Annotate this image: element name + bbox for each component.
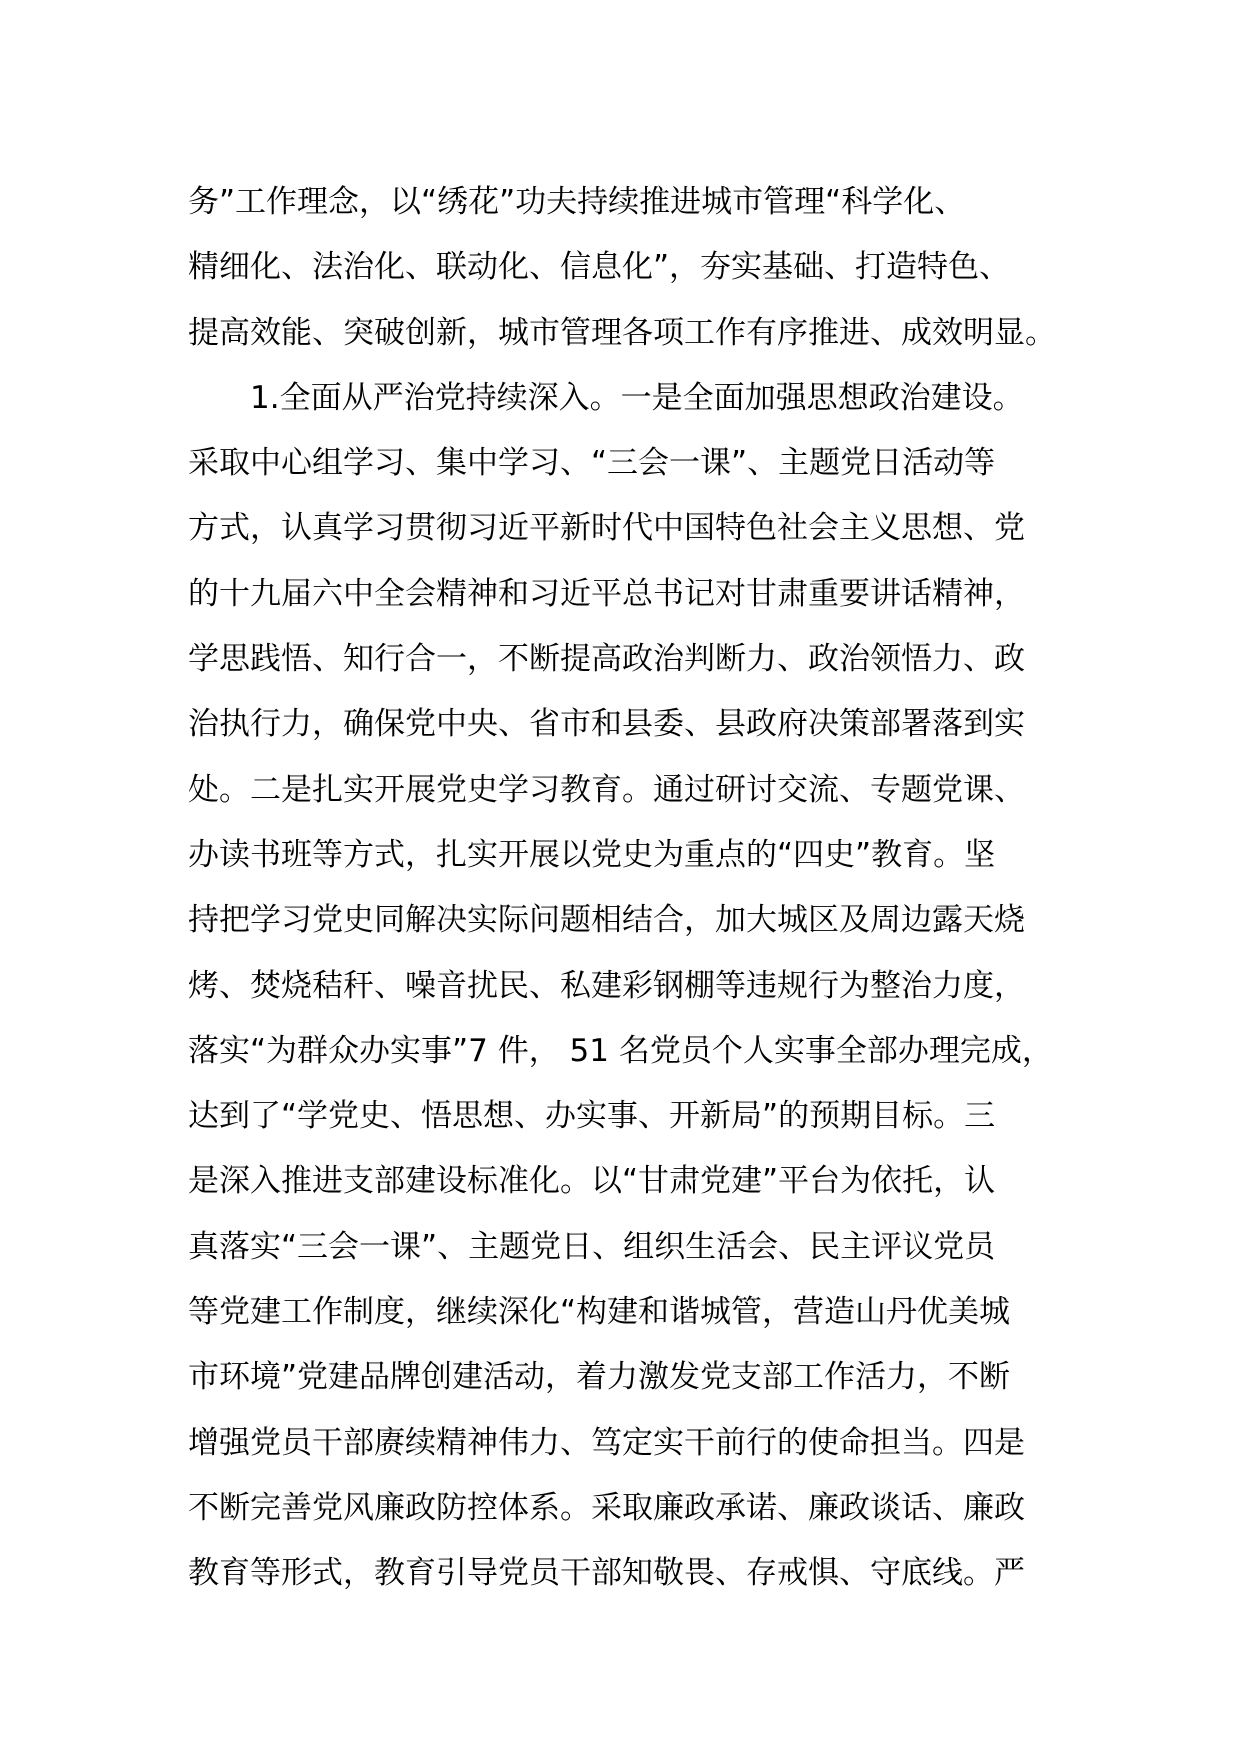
text-line: 务”工作理念，以“绣花”功夫持续推进城市管理“科学化、	[188, 184, 966, 220]
text-line: 不断完善党风廉政防控体系。采取廉政承诺、廉政谈话、廉政	[188, 1489, 1025, 1526]
body-text	[188, 170, 1088, 1607]
text-line: 精细化、法治化、联动化、信息化”，夯实基础、打造特色、	[188, 249, 1011, 286]
text-line: 提高效能、突破创新，城市管理各项工作有序推进、成效明显。	[188, 314, 1056, 351]
text-line: 落实“为群众办实事”7 件， 51 名党员个人实事全部办理完成，	[188, 1032, 1053, 1069]
text-line: 教育等形式，教育引导党员干部知敬畏、存戒惧、守底线。严	[188, 1555, 1025, 1592]
text-line: 烤、焚烧秸秆、噪音扰民、私建彩钢棚等违规行为整治力度，	[188, 967, 1025, 1004]
text-line: 办读书班等方式，扎实开展以党史为重点的“四史”教育。坚	[188, 836, 996, 873]
text-line: 真落实“三会一课”、主题党日、组织生活会、民主评议党员	[188, 1228, 996, 1265]
text-line: 方式，认真学习贯彻习近平新时代中国特色社会主义思想、党	[188, 510, 1025, 547]
text-line: 是深入推进支部建设标准化。以“甘肃党建”平台为依托，认	[188, 1163, 996, 1200]
text-line: 等党建工作制度，继续深化“构建和谐城管，营造山丹优美城	[188, 1294, 1011, 1331]
text-line: 处。二是扎实开展党史学习教育。通过研讨交流、专题党课、	[188, 771, 1025, 808]
section-heading-line: 1.全面从严治党持续深入。一是全面加强思想政治建设。	[250, 379, 1024, 416]
text-line: 的十九届六中全会精神和习近平总书记对甘肃重要讲话精神，	[188, 575, 1025, 612]
text-line: 增强党员干部赓续精神伟力、笃定实干前行的使命担当。四是	[188, 1424, 1025, 1461]
text-line: 市环境”党建品牌创建活动，着力激发党支部工作活力，不断	[188, 1359, 1011, 1396]
text-line: 采取中心组学习、集中学习、“三会一课”、主题党日活动等	[188, 445, 996, 482]
text-line: 学思践悟、知行合一，不断提高政治判断力、政治领悟力、政	[188, 641, 1025, 678]
text-line: 治执行力，确保党中央、省市和县委、县政府决策部署落到实	[188, 706, 1025, 743]
text-line: 持把学习党史同解决实际问题相结合，加大城区及周边露天烧	[188, 902, 1025, 939]
text-line: 达到了“学党史、悟思想、办实事、开新局”的预期目标。三	[188, 1098, 996, 1135]
